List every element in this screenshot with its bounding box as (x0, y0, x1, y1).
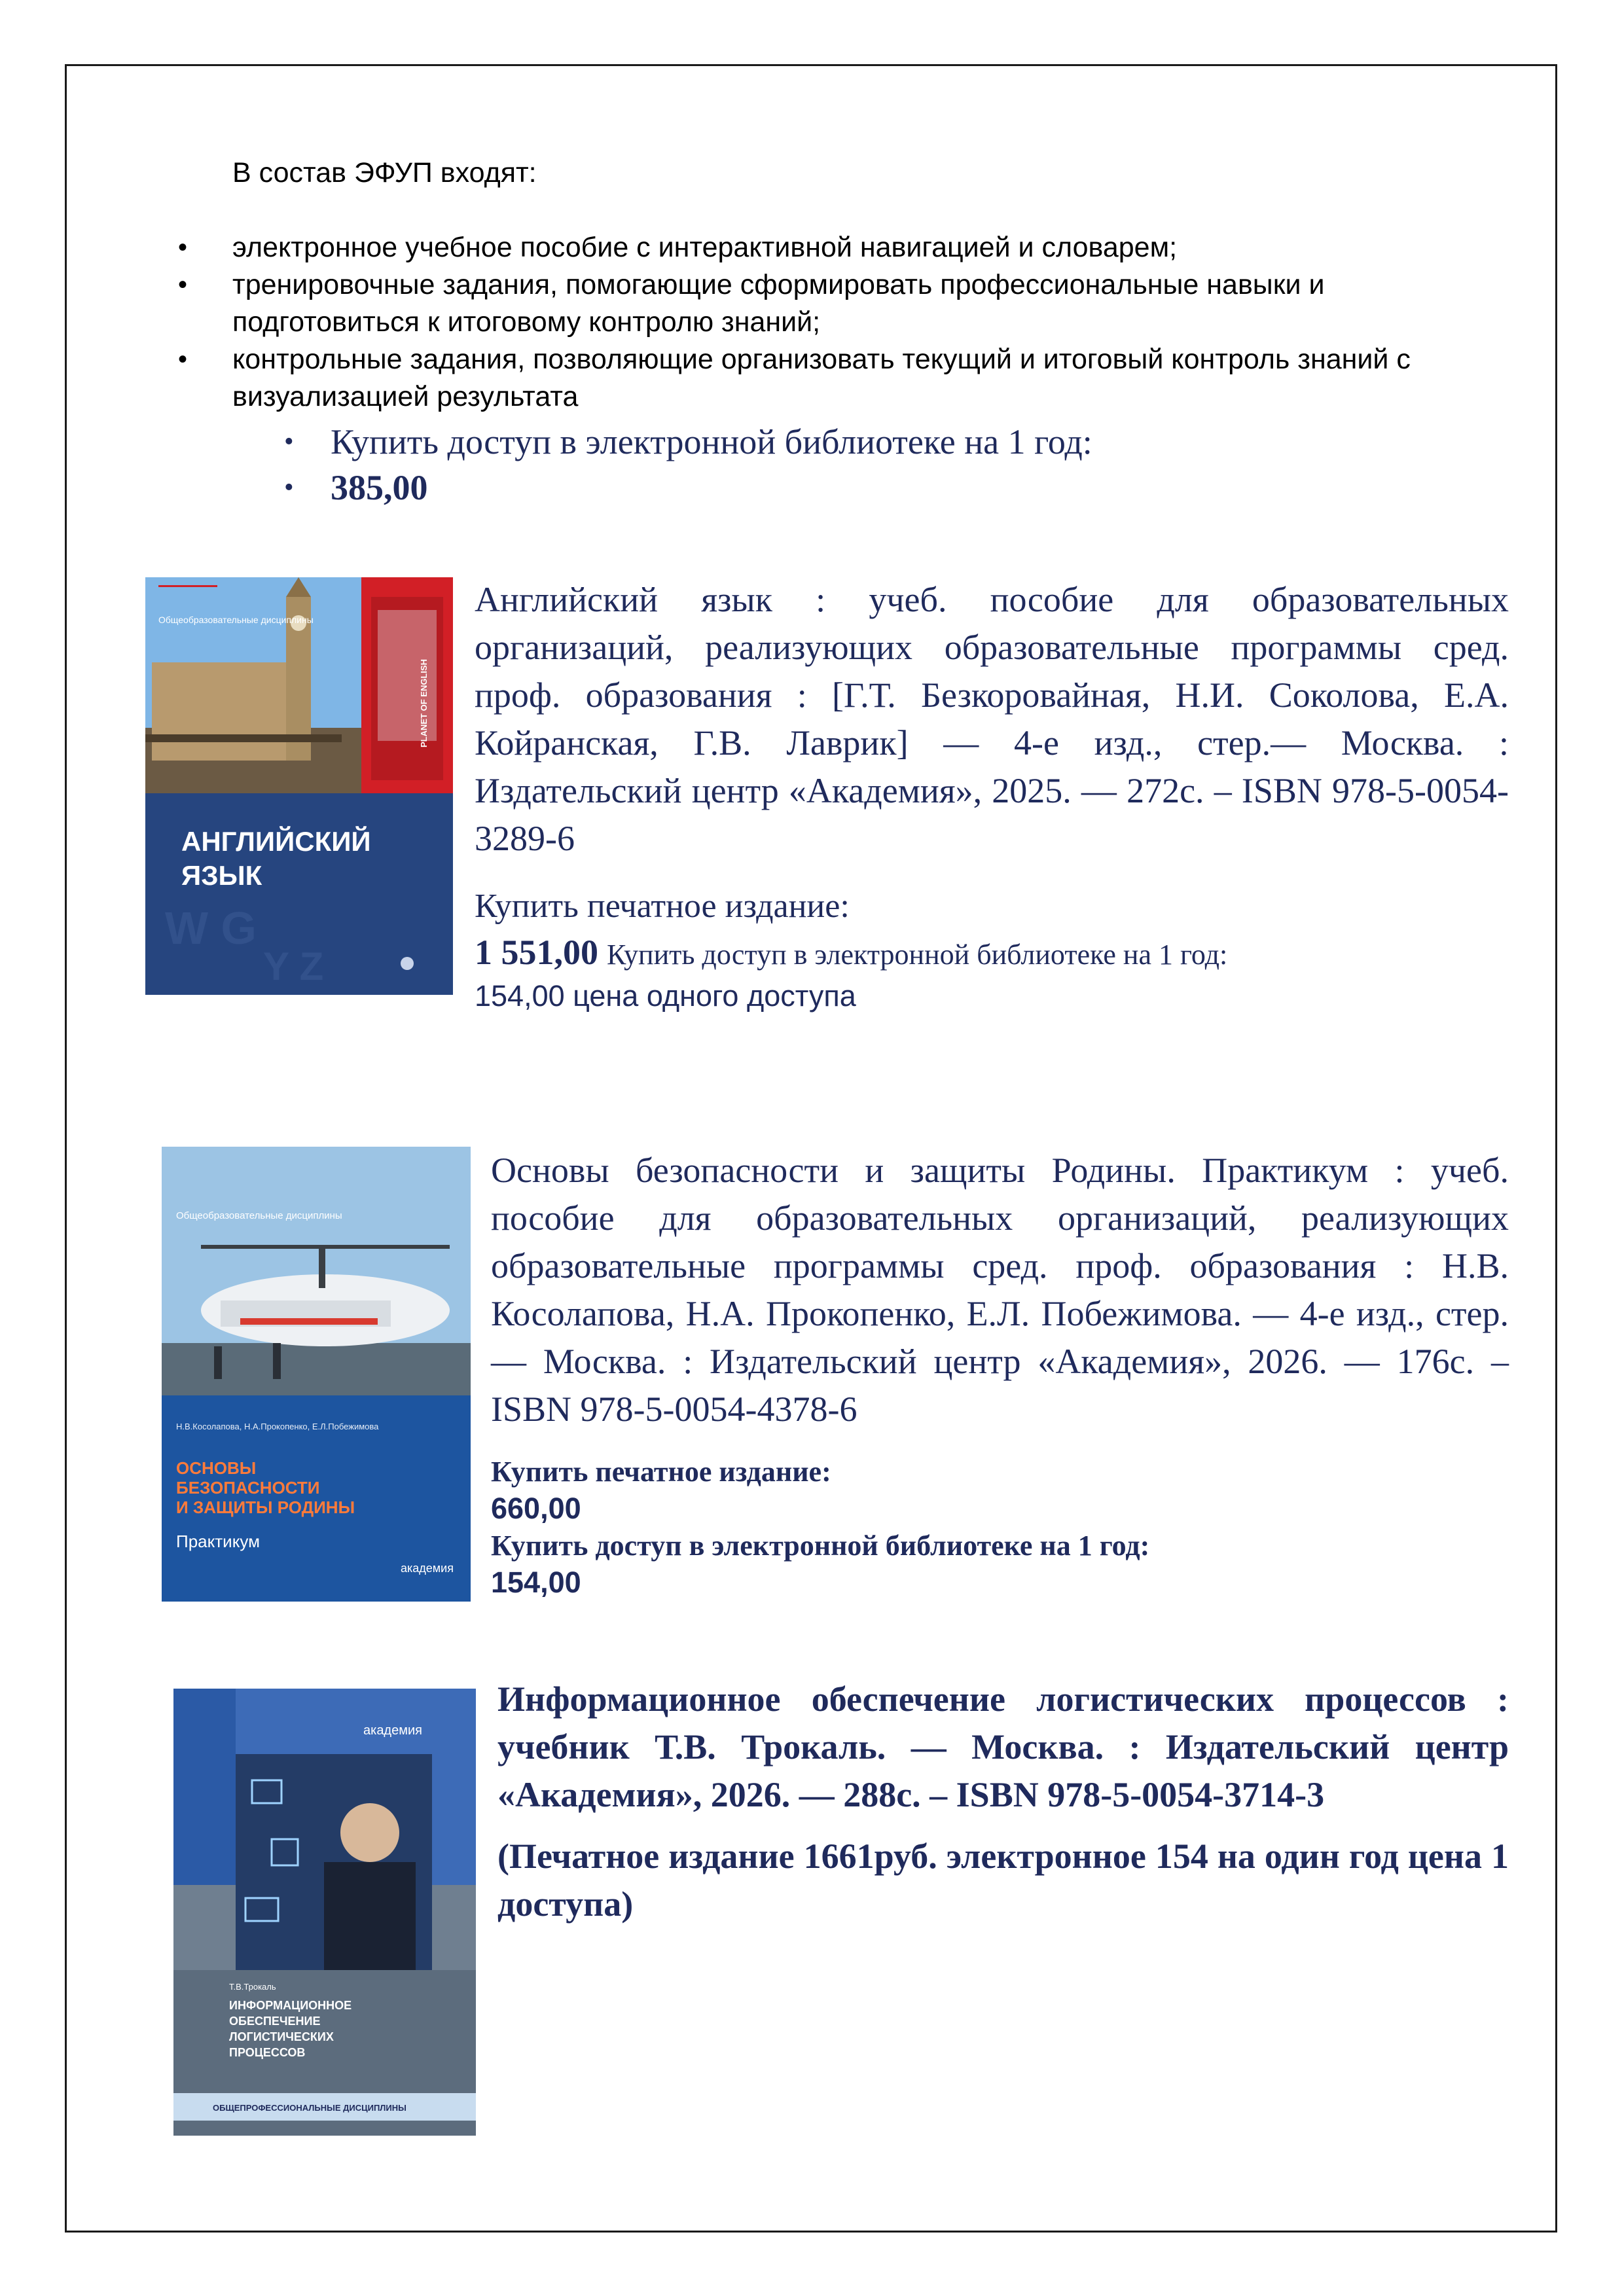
svg-text:Y Z: Y Z (263, 944, 324, 988)
book2-ebook-label: Купить доступ в электронной библиотеке на 1 год: (491, 1530, 1150, 1562)
publisher-logo-icon (401, 957, 414, 970)
book2-description: Основы безопасности и защиты Родины. Практикум : учеб. пособие для образовательных организаций, реализующих образовательные программы сред. проф. образования : Н.В. Косолапова, Н.А. Прокопенко, Е.Л. Побежимова. — 4-е изд., стер.— Москва. : Издательский центр «Академия», 2026. — 176с. – ISBN 978-5-0054-4378-6 (491, 1151, 1509, 1429)
book1-cover[interactable] (145, 577, 453, 995)
book3-description: Информационное обеспечение логистических процессов : учебник Т.В. Трокаль. — Москва. : Издательский центр «Академия», 2026. — 288с. – ISBN 978-5-0054-3714-3 (497, 1679, 1509, 1814)
list-item: • электронное учебное пособие с интерактивной навигацией и словарем; (170, 229, 1512, 266)
list-item: • контрольные задания, позволяющие организовать текущий и итоговый контроль знаний с визуализацией результата (170, 341, 1512, 416)
book2-cover-title-3: И ЗАЩИТЫ РОДИНЫ (176, 1498, 355, 1517)
book3-cover-title-2: ОБЕСПЕЧЕНИЕ (229, 2015, 321, 2028)
book1-print-price: 1 551,00 (475, 933, 598, 972)
book1-cover-title-1: АНГЛИЙСКИЙ (181, 826, 371, 857)
svg-text:W G: W G (165, 903, 257, 954)
book2-prices (491, 1453, 1149, 1601)
intro-buy-list (275, 419, 1092, 511)
book2-print-label: Купить печатное издание: (491, 1456, 831, 1488)
intro-buy-label: • Купить доступ в электронной библиотеке на 1 год: (275, 419, 1092, 465)
book1-description: Английский язык : учеб. пособие для образовательных организаций, реализующих образовательные программы сред. проф. образования : [Г.Т. Безкоровайная, Н.И. Соколова, Е.А. Койранская, Г.В. Лаврик] — 4-е изд., стер.— Москва. : Издательский центр «Академия», 2025. — 272с. – ISBN 978-5-0054-3289-6 (475, 580, 1509, 858)
book2-cover-subtitle: Практикум (176, 1532, 260, 1551)
book3-price-note: (Печатное издание 1661руб. электронное 154 на один год цена 1 доступа) (497, 1837, 1509, 1924)
book3-author: Т.В.Трокаль (229, 1982, 276, 1992)
book1-ebook-label: Купить доступ в электронной библиотеке на 1 год: (607, 939, 1228, 971)
list-item: • тренировочные задания, помогающие сформировать профессиональные навыки и подготовиться к итоговому контролю знаний; (170, 266, 1512, 341)
book2-cover[interactable] (162, 1147, 471, 1602)
book2-cover-title-2: БЕЗОПАСНОСТИ (176, 1478, 320, 1498)
book3-cover-title-3: ЛОГИСТИЧЕСКИХ (229, 2030, 334, 2043)
book1-print-label: Купить печатное издание: (475, 888, 850, 925)
book2-cover-title-1: ОСНОВЫ (176, 1458, 257, 1478)
book3-series: ОБЩЕПРОФЕССИОНАЛЬНЫЕ ДИСЦИПЛИНЫ (213, 2103, 406, 2113)
intro-list (170, 229, 1512, 416)
intro-buy-price: • 385,00 (275, 465, 1092, 511)
book2-print-price: 660,00 (491, 1492, 581, 1525)
book1-prices (475, 884, 1227, 1014)
book1-cover-title-2: ЯЗЫК (181, 860, 262, 891)
book2-authors: Н.В.Косолапова, Н.А.Прокопенко, Е.Л.Побежимова (176, 1422, 379, 1431)
book3-publisher: академия (363, 1723, 422, 1738)
book2-ebook-price: 154,00 (491, 1566, 581, 1599)
book3-cover-title-1: ИНФОРМАЦИОННОЕ (229, 1999, 352, 2012)
book2-series: Общеобразовательные дисциплины (176, 1210, 342, 1221)
book2-publisher: академия (401, 1562, 454, 1575)
book1-ebook-price: 154,00 цена одного доступа (475, 979, 856, 1013)
book1-booth-text: PLANET OF ENGLISH (419, 658, 429, 747)
book3-cover-title-4: ПРОЦЕССОВ (229, 2046, 306, 2059)
intro-title: В состав ЭФУП входят: (232, 157, 537, 188)
book3-cover[interactable] (173, 1689, 476, 2136)
book1-series: Общеобразовательные дисциплины (158, 615, 314, 625)
